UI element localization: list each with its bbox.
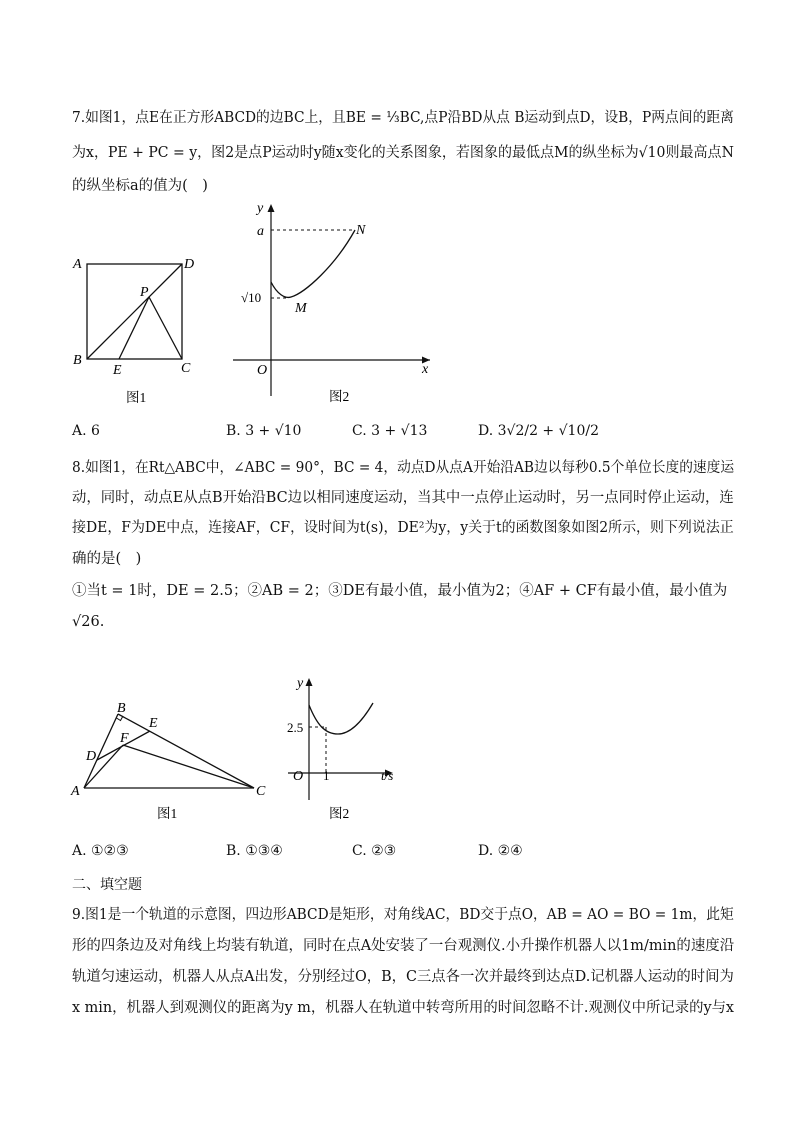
- q7-figure-1: [68, 250, 208, 410]
- figure-caption: 图2: [329, 806, 350, 821]
- q7-option-b[interactable]: B. 3 + √10: [226, 423, 302, 439]
- q7-figure-2: [225, 196, 440, 411]
- q7-line-3: 的纵坐标a的值为( ): [72, 178, 208, 194]
- q9-line-2: 形的四条边及对角线上均装有轨道，同时在点A处安装了一台观测仪.小升操作机器人以1m/min的速度沿: [72, 938, 735, 954]
- q9-line-4: x min，机器人到观测仪的距离为y m，机器人在轨道中转弯所用的时间忽略不计.观测仪中所记录的y与x: [72, 1000, 735, 1016]
- figure-caption: 图1: [126, 390, 147, 405]
- label-c: C: [181, 361, 191, 376]
- q7-option-c[interactable]: C. 3 + √13: [352, 423, 428, 439]
- label-y: y: [257, 201, 264, 216]
- label-o: O: [257, 363, 268, 378]
- segment-cf: [123, 745, 254, 788]
- q8-figure-2: [283, 670, 408, 825]
- side-bc: [118, 714, 254, 788]
- label-b: B: [117, 701, 126, 716]
- q8-line-2: 动，同时，动点E从点B开始沿BC边以相同速度运动，当其中一点停止运动时，另一点同时停止运动，连: [72, 490, 734, 506]
- label-2-5: 2.5: [287, 720, 304, 735]
- curve: [271, 230, 355, 297]
- q8-line-1: 8.如图1，在Rt△ABC中，∠ABC = 90°，BC = 4，动点D从点A开始沿AB边以每秒0.5个单位长度的速度运: [72, 460, 735, 476]
- segment-pe: [119, 297, 149, 359]
- label-f: F: [120, 731, 129, 746]
- label-x: x: [422, 362, 429, 377]
- label-t: t/s: [381, 768, 394, 783]
- q8-option-c[interactable]: C. ②③: [352, 843, 397, 859]
- q7-line-2: 为x，PE + PC = y，图2是点P运动时y随x变化的关系图象，若图象的最低点M的纵坐标为√10则最高点N: [72, 145, 734, 161]
- label-sqrt10: √10: [241, 290, 262, 305]
- label-e: E: [113, 363, 122, 378]
- q8-option-d[interactable]: D. ②④: [478, 843, 523, 859]
- label-a: A: [71, 784, 80, 799]
- segment-pc: [149, 297, 182, 359]
- q8-line-5: ①当t = 1时，DE = 2.5；②AB = 2；③DE有最小值，最小值为2；④AF + CF有最小值，最小值为: [72, 583, 728, 599]
- q7-line-1: 7.如图1，点E在正方形ABCD的边BC上，且BE = ⅓BC,点P沿BD从点 B运动到点D，设B，P两点间的距离: [72, 110, 734, 126]
- y-axis-arrow: [306, 678, 313, 686]
- q8-line-6: √26.: [72, 614, 105, 630]
- y-axis-arrow: [268, 204, 275, 212]
- label-a-axis: a: [257, 224, 264, 239]
- curve: [309, 703, 373, 734]
- q8-option-a[interactable]: A. ①②③: [72, 843, 129, 859]
- label-1: 1: [323, 768, 330, 783]
- label-p: P: [140, 285, 149, 300]
- label-e: E: [149, 716, 158, 731]
- label-y: y: [297, 676, 304, 691]
- q9-line-1: 9.图1是一个轨道的示意图，四边形ABCD是矩形，对角线AC，BD交于点O，AB = AO = BO = 1m，此矩: [72, 907, 734, 923]
- q8-figure-1: [66, 694, 281, 824]
- label-a: A: [73, 257, 82, 272]
- section-title: 二、填空题: [72, 877, 142, 893]
- label-m: M: [295, 301, 307, 316]
- q8-line-4: 确的是( ): [72, 551, 142, 567]
- q8-option-b[interactable]: B. ①③④: [226, 843, 283, 859]
- label-d: D: [86, 749, 97, 764]
- q8-line-3: 接DE，F为DE中点，连接AF，CF，设时间为t(s)，DE²为y，y关于t的函数图象如图2所示，则下列说法正: [72, 520, 734, 536]
- diagonal-bd: [87, 264, 182, 359]
- q7-option-d[interactable]: D. 3√2/2 + √10/2: [478, 423, 599, 439]
- q9-line-3: 轨道匀速运动，机器人从点A出发，分别经过O，B，C三点各一次并最终到达点D.记机器人运动的时间为: [72, 969, 734, 985]
- label-b: B: [73, 353, 82, 368]
- figure-caption: 图1: [157, 806, 178, 821]
- label-c: C: [256, 784, 266, 799]
- label-o: O: [293, 769, 304, 784]
- q7-option-a[interactable]: A. 6: [72, 423, 100, 439]
- label-n: N: [356, 223, 366, 238]
- label-d: D: [184, 257, 195, 272]
- figure-caption: 图2: [329, 389, 350, 404]
